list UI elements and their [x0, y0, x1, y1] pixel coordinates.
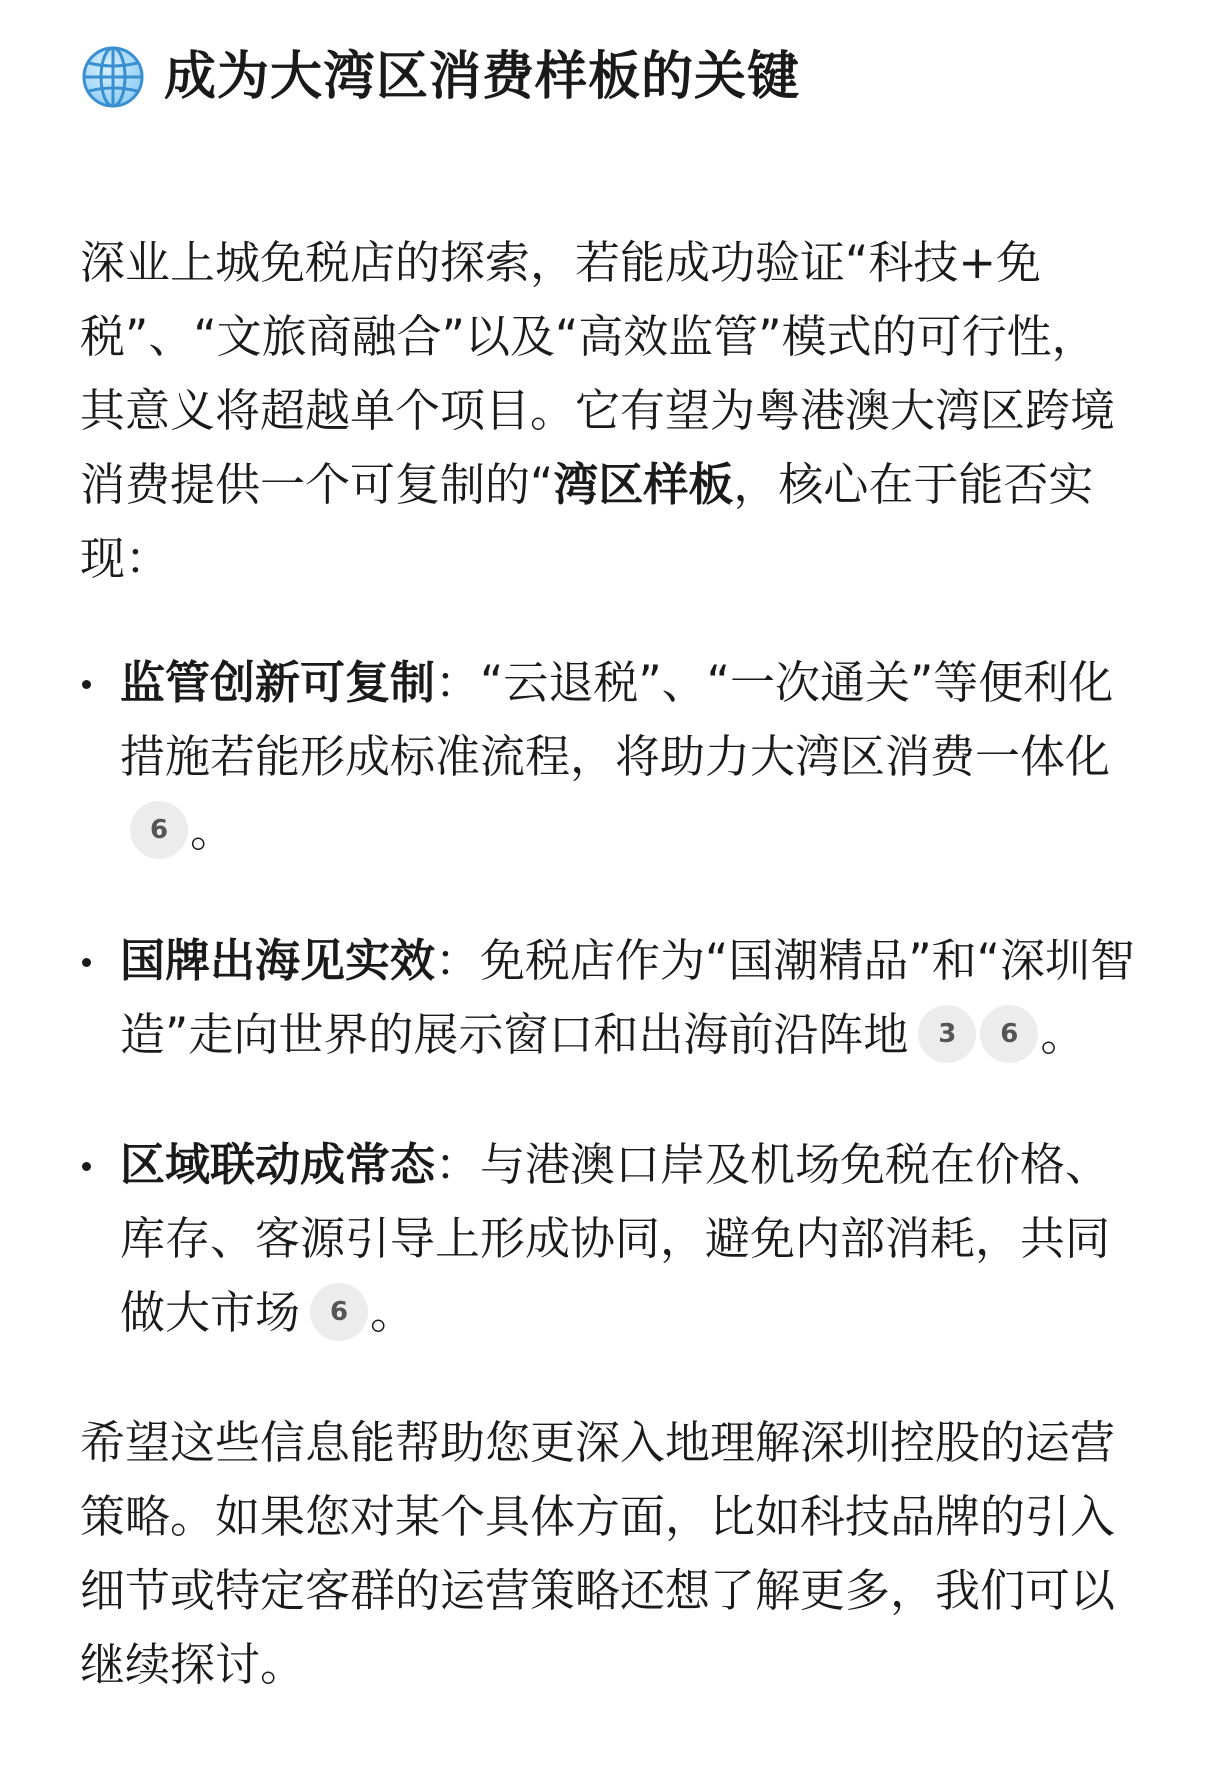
- list-item: [80, 1128, 1136, 1350]
- bullet-dot: [82, 680, 91, 689]
- list-item: [80, 924, 1136, 1072]
- list-item-end: 。: [190, 804, 236, 857]
- list-item-body: ：免税店作为“国潮精品”和“深圳智造”走向世界的展示窗口和出海前沿阵地: [120, 934, 1135, 1061]
- list-item: [80, 646, 1136, 868]
- intro-text: 深业上城免税店的探索，若能成功验证“科技+免税”、“文旅商融合”以及“高效监管”模式的可行性，其意义将超越单个项目。它有望为粤港澳大湾区跨境消费提供一个可复制的“: [80, 236, 1116, 511]
- citation-badge[interactable]: 3: [918, 1005, 976, 1063]
- bullet-dot: [82, 1162, 91, 1171]
- citation-badge[interactable]: 6: [980, 1005, 1038, 1063]
- section-heading: [80, 34, 1136, 120]
- citation-badge[interactable]: 6: [130, 801, 188, 859]
- list-item-title: 国牌出海见实效: [120, 934, 436, 987]
- citation-badge[interactable]: 6: [310, 1283, 368, 1341]
- bullet-dot: [82, 958, 91, 967]
- closing-paragraph: 希望这些信息能帮助您更深入地理解深圳控股的运营策略。如果您对某个具体方面，比如科技品牌的引入细节或特定客群的运营策略还想了解更多，我们可以继续探讨。: [80, 1416, 1116, 1691]
- list-item-title: 区域联动成常态: [120, 1138, 436, 1191]
- intro-bold-term: 湾区样板: [553, 458, 734, 511]
- heading-title: 成为大湾区消费样板的关键: [164, 47, 801, 107]
- list-item-end: 。: [1040, 1008, 1086, 1061]
- list-item-title: 监管创新可复制: [120, 656, 436, 709]
- list-item-body: ：“云退税”、“一次通关”等便利化措施若能形成标准流程，将助力大湾区消费一体化: [120, 656, 1114, 783]
- key-points-list: [80, 646, 1136, 1350]
- intro-paragraph: [80, 226, 1136, 596]
- list-item-end: 。: [370, 1286, 416, 1339]
- list-item-body: ：与港澳口岸及机场免税在价格、库存、客源引导上形成协同，避免内部消耗，共同做大市场: [120, 1138, 1111, 1339]
- intro-text-end: ，核心在于能否实现：: [80, 458, 1094, 585]
- globe-icon: [80, 44, 146, 110]
